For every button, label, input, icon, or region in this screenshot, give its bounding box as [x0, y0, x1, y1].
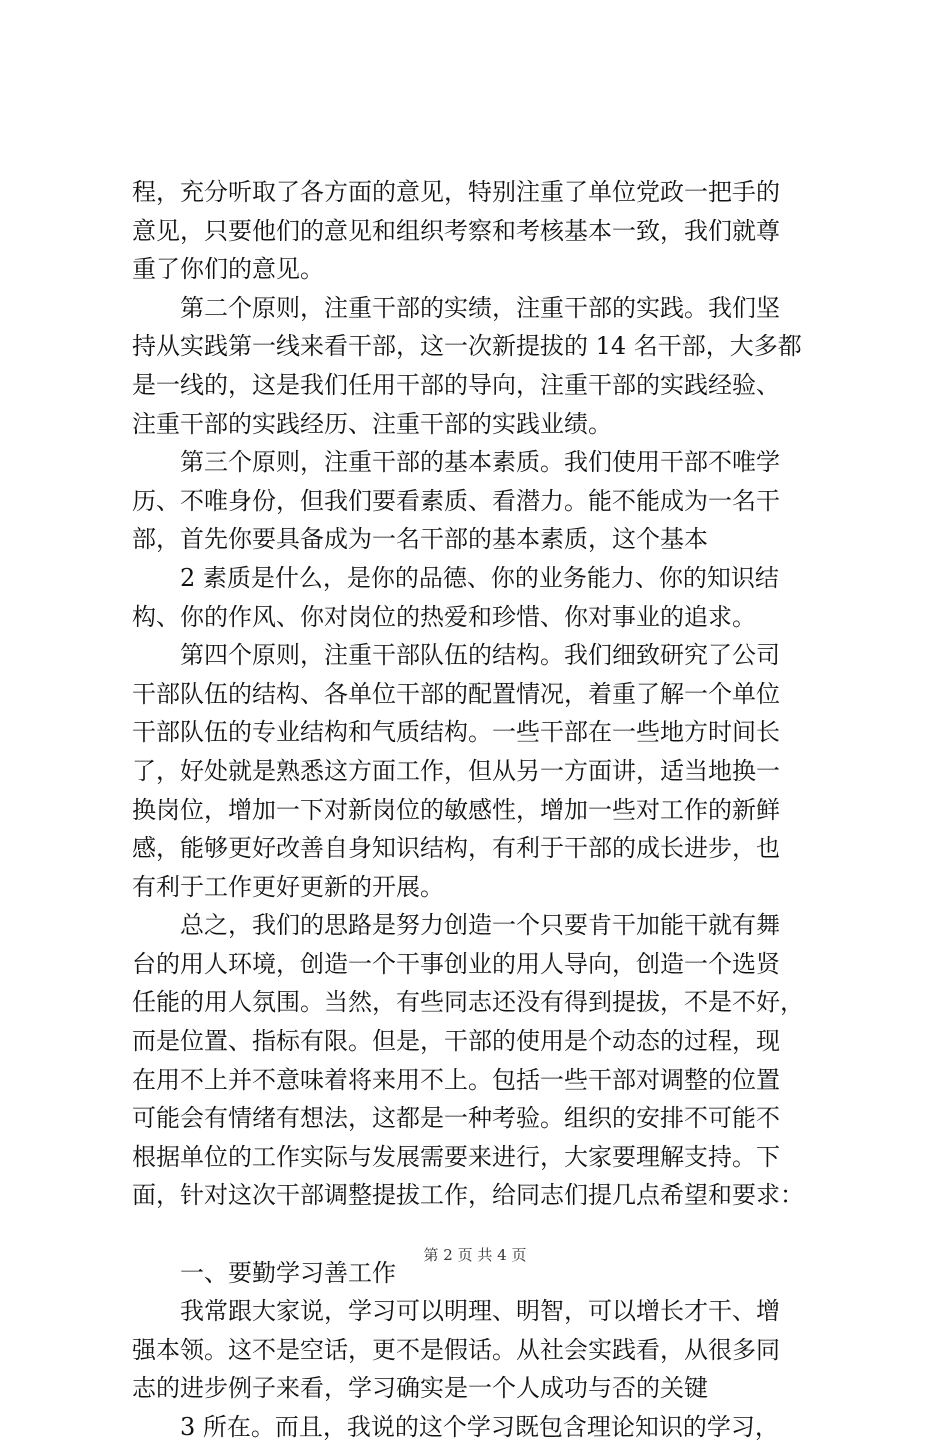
text-line: 干部队伍的结构、各单位干部的配置情况，着重了解一个单位 — [132, 679, 780, 708]
text-line: 是一线的，这是我们任用干部的导向，注重干部的实践经验、 — [132, 370, 780, 399]
text-line: 有利于工作更好更新的开展。 — [132, 872, 444, 901]
page-footer — [0, 1245, 950, 1265]
text-line: 第三个原则，注重干部的基本素质。我们使用干部不唯学 — [132, 448, 780, 477]
text-line: 志的进步例子来看，学习确实是一个人成功与否的关键 — [132, 1374, 708, 1403]
text-line: 在用不上并不意味着将来用不上。包括一些干部对调整的位置 — [132, 1065, 780, 1094]
text-line: 感，能够更好改善自身知识结构，有利于干部的成长进步，也 — [132, 834, 780, 863]
text-line: 强本领。这不是空话，更不是假话。从社会实践看，从很多同 — [132, 1335, 780, 1364]
text-line: 2 素质是什么，是你的品德、你的业务能力、你的知识结 — [132, 563, 779, 592]
text-line: 第二个原则，注重干部的实绩，注重干部的实践。我们坚 — [132, 293, 780, 322]
text-line: 意见，只要他们的意见和组织考察和考核基本一致，我们就尊 — [132, 216, 780, 245]
text-line: 我常跟大家说，学习可以明理、明智，可以增长才干、增 — [132, 1297, 780, 1326]
text-line: 历、不唯身份，但我们要看素质、看潜力。能不能成为一名干 — [132, 486, 780, 515]
text-line: 持从实践第一线来看干部，这一次新提拔的 14 名干部，大多都 — [132, 332, 802, 361]
text-line: 部，首先你要具备成为一名干部的基本素质，这个基本 — [132, 525, 708, 554]
section-heading: 一、要勤学习善工作 — [132, 1258, 396, 1287]
text-line: 第四个原则，注重干部队伍的结构。我们细致研究了公司 — [132, 641, 780, 670]
text-line: 构、你的作风、你对岗位的热爱和珍惜、你对事业的追求。 — [132, 602, 756, 631]
text-line: 干部队伍的专业结构和气质结构。一些干部在一些地方时间长 — [132, 718, 780, 747]
text-line: 可能会有情绪有想法，这都是一种考验。组织的安排不可能不 — [132, 1104, 780, 1133]
text-line: 换岗位，增加一下对新岗位的敏感性，增加一些对工作的新鲜 — [132, 795, 780, 824]
text-line: 面，针对这次干部调整提拔工作，给同志们提几点希望和要求： — [132, 1181, 804, 1210]
text-line: 了，好处就是熟悉这方面工作，但从另一方面讲，适当地换一 — [132, 756, 780, 785]
text-line: 程，充分听取了各方面的意见，特别注重了单位党政一把手的 — [132, 178, 780, 206]
text-line: 重了你们的意见。 — [132, 255, 324, 284]
text-line: 台的用人环境，创造一个干事创业的用人导向，创造一个选贤 — [132, 949, 780, 978]
text-line: 总之，我们的思路是努力创造一个只要肯干加能干就有舞 — [132, 911, 780, 940]
text-line: 3 所在。而且，我说的这个学习既包含理论知识的学习， — [132, 1413, 779, 1441]
text-line: 任能的用人氛围。当然，有些同志还没有得到提拔，不是不好， — [132, 988, 804, 1017]
page-number-label: 第 2 页 共 4 页 — [423, 1246, 527, 1264]
text-line: 而是位置、指标有限。但是，干部的使用是个动态的过程，现 — [132, 1027, 780, 1056]
text-line: 根据单位的工作实际与发展需要来进行，大家要理解支持。下 — [132, 1142, 780, 1171]
text-line: 注重干部的实践经历、注重干部的实践业绩。 — [132, 409, 612, 438]
